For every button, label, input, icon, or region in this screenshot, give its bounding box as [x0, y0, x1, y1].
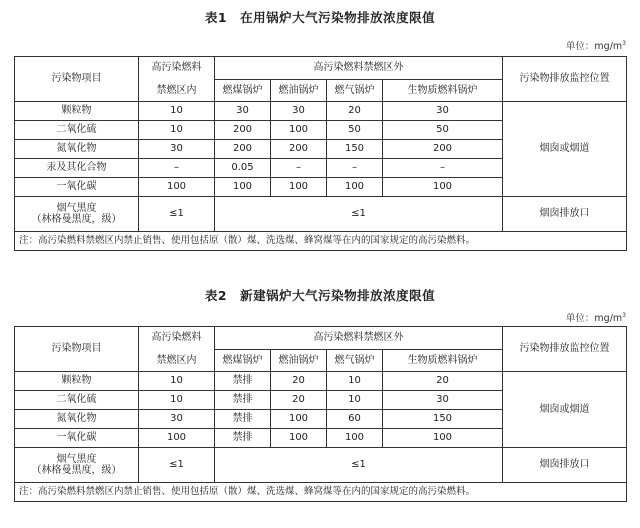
cell-gas: 60	[327, 410, 383, 429]
cell-bio: 200	[383, 140, 503, 159]
cell-smoke-in: ≤1	[139, 197, 215, 232]
cell-smoke-out: ≤1	[215, 448, 503, 483]
cell-gas: 10	[327, 391, 383, 410]
cell-oil: 20	[271, 391, 327, 410]
cell-gas: –	[327, 159, 383, 178]
table1-title: 表1 在用锅炉大气污染物排放浓度限值	[204, 10, 436, 25]
header-zone-in: 高污染燃料 禁燃区内	[139, 327, 215, 372]
cell-coal: 0.05	[215, 159, 271, 178]
cell-in-zone: 10	[139, 102, 215, 121]
cell-monitor-main: 烟囱或烟道	[503, 102, 627, 197]
cell-coal: 禁排	[215, 410, 271, 429]
table2-unit: 单位：$mg/m^3$	[565, 311, 626, 324]
cell-name: 二氧化硫	[15, 121, 139, 140]
cell-oil: 20	[271, 372, 327, 391]
header-zone-in: 高污染燃料 禁燃区内	[139, 57, 215, 102]
cell-monitor-main: 烟囱或烟道	[503, 372, 627, 448]
cell-in-zone: 10	[139, 391, 215, 410]
table-row	[15, 102, 627, 121]
cell-bio: 20	[383, 372, 503, 391]
cell-smoke-monitor: 烟囱排放口	[503, 448, 627, 483]
table-row	[15, 372, 627, 391]
cell-name: 氮氧化物	[15, 140, 139, 159]
cell-smoke-name: 烟气黑度 （林格曼黑度，级）	[15, 197, 139, 232]
table2-title: 表2 新建锅炉大气污染物排放浓度限值	[204, 288, 436, 303]
cell-gas: 100	[327, 429, 383, 448]
cell-in-zone: 30	[139, 140, 215, 159]
cell-oil: 100	[271, 178, 327, 197]
cell-bio: –	[383, 159, 503, 178]
header-coal: 燃煤锅炉	[215, 79, 271, 102]
table-row-smoke	[15, 448, 627, 483]
table-row-smoke	[15, 197, 627, 232]
cell-bio: 30	[383, 102, 503, 121]
cell-coal: 禁排	[215, 372, 271, 391]
header-gas: 燃气锅炉	[327, 349, 383, 372]
header-zone-out: 高污染燃料禁燃区外	[215, 57, 503, 80]
table2	[14, 326, 627, 502]
header-monitor: 污染物排放监控位置	[503, 57, 627, 102]
table2-note: 注：高污染燃料禁燃区内禁止销售、使用包括原（散）煤、洗选煤、蜂窝煤等在内的国家规定的高污染燃料。	[15, 483, 627, 502]
cell-coal: 30	[215, 102, 271, 121]
cell-oil: –	[271, 159, 327, 178]
cell-in-zone: 30	[139, 410, 215, 429]
cell-in-zone: 100	[139, 178, 215, 197]
cell-coal: 200	[215, 140, 271, 159]
cell-oil: 100	[271, 121, 327, 140]
cell-smoke-out: ≤1	[215, 197, 503, 232]
cell-in-zone: 100	[139, 429, 215, 448]
cell-name: 汞及其化合物	[15, 159, 139, 178]
cell-name: 颗粒物	[15, 102, 139, 121]
header-pollutant: 污染物项目	[15, 57, 139, 102]
cell-in-zone: 10	[139, 372, 215, 391]
cell-gas: 20	[327, 102, 383, 121]
cell-gas: 100	[327, 178, 383, 197]
cell-bio: 100	[383, 178, 503, 197]
cell-bio: 100	[383, 429, 503, 448]
header-oil: 燃油锅炉	[271, 79, 327, 102]
cell-gas: 150	[327, 140, 383, 159]
cell-smoke-monitor: 烟囱排放口	[503, 197, 627, 232]
cell-smoke-in: ≤1	[139, 448, 215, 483]
header-oil: 燃油锅炉	[271, 349, 327, 372]
table1-note: 注：高污染燃料禁燃区内禁止销售、使用包括原（散）煤、洗选煤、蜂窝煤等在内的国家规定的高污染燃料。	[15, 232, 627, 251]
cell-name: 颗粒物	[15, 372, 139, 391]
cell-oil: 200	[271, 140, 327, 159]
cell-oil: 100	[271, 410, 327, 429]
header-bio: 生物质燃料锅炉	[383, 79, 503, 102]
cell-smoke-name: 烟气黑度 （林格曼黑度，级）	[15, 448, 139, 483]
cell-name: 二氧化硫	[15, 391, 139, 410]
table1-unit: 单位：$mg/m^3$	[565, 39, 626, 52]
header-pollutant: 污染物项目	[15, 327, 139, 372]
cell-gas: 10	[327, 372, 383, 391]
cell-bio: 30	[383, 391, 503, 410]
cell-name: 一氧化碳	[15, 178, 139, 197]
cell-name: 一氧化碳	[15, 429, 139, 448]
cell-bio: 50	[383, 121, 503, 140]
header-monitor: 污染物排放监控位置	[503, 327, 627, 372]
cell-coal: 禁排	[215, 391, 271, 410]
table1	[14, 56, 627, 251]
cell-oil: 100	[271, 429, 327, 448]
cell-in-zone: 10	[139, 121, 215, 140]
cell-in-zone: –	[139, 159, 215, 178]
cell-name: 氮氧化物	[15, 410, 139, 429]
cell-coal: 100	[215, 178, 271, 197]
cell-gas: 50	[327, 121, 383, 140]
header-bio: 生物质燃料锅炉	[383, 349, 503, 372]
cell-coal: 禁排	[215, 429, 271, 448]
header-zone-out: 高污染燃料禁燃区外	[215, 327, 503, 350]
cell-oil: 30	[271, 102, 327, 121]
header-coal: 燃煤锅炉	[215, 349, 271, 372]
header-gas: 燃气锅炉	[327, 79, 383, 102]
cell-bio: 150	[383, 410, 503, 429]
cell-coal: 200	[215, 121, 271, 140]
